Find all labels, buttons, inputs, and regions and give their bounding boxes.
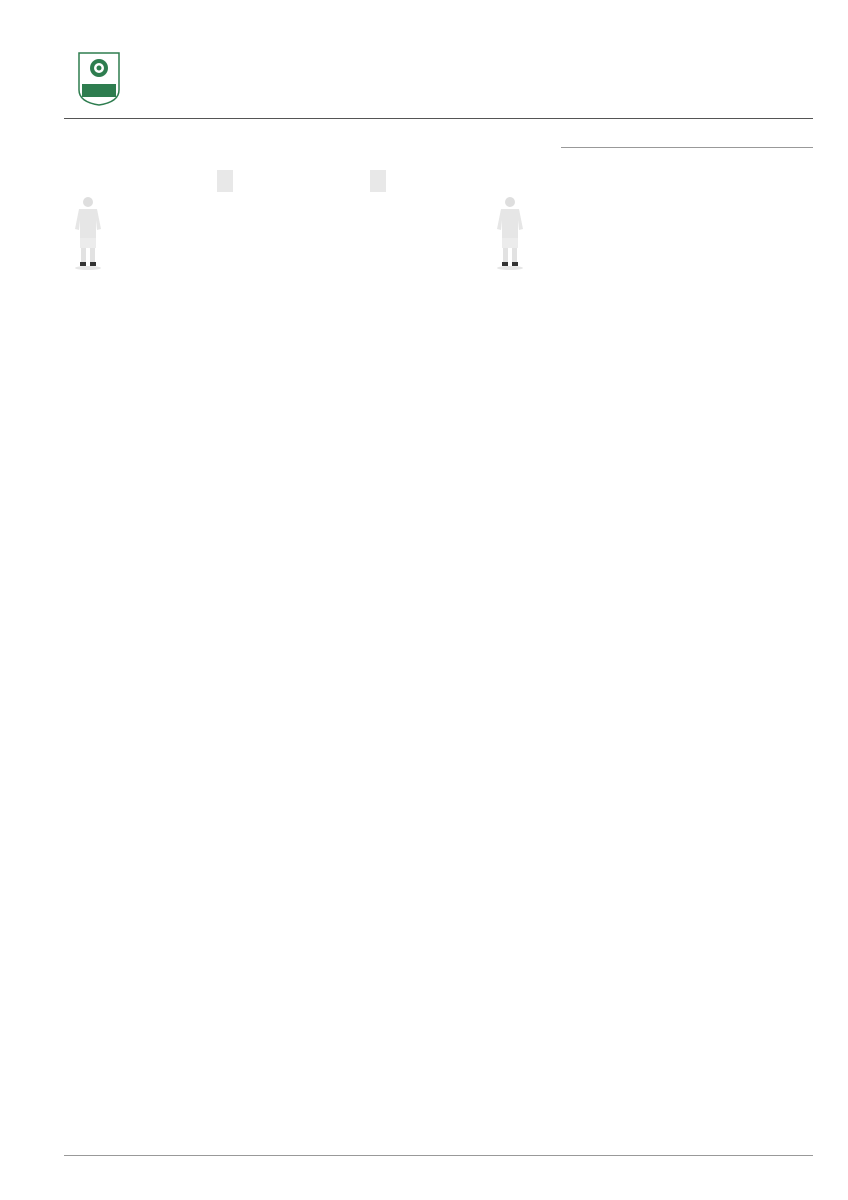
officials-divider xyxy=(561,147,813,148)
away-kit-icon xyxy=(495,196,525,270)
footer-divider xyxy=(64,1155,813,1156)
home-score xyxy=(217,170,233,192)
header-divider xyxy=(64,118,813,119)
away-score xyxy=(370,170,386,192)
home-kit-icon xyxy=(73,196,103,270)
league-logo xyxy=(76,50,122,106)
